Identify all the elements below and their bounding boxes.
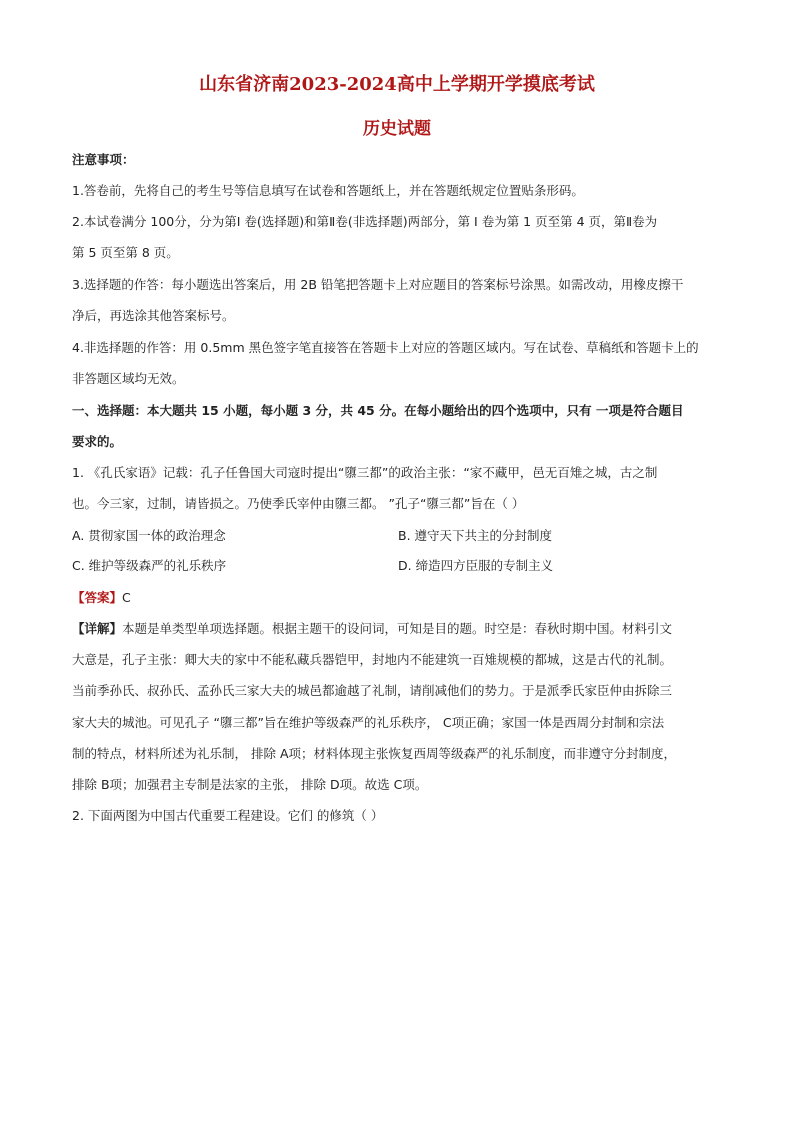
- option-b: B. 遵守天下共主的分封制度: [398, 528, 553, 543]
- option-a: A. 贯彻家国一体的政治理念: [72, 528, 226, 543]
- detail-line: 大意是，孔子主张：卿大夫的家中不能私藏兵器铠甲，封地内不能建筑一百雉规模的都城，这是古代的礼制。: [72, 652, 673, 667]
- section-heading: 一、选择题：本大题共 15 小题，每小题 3 分，共 45 分。在每小题给出的四个选项中，只有 一项是符合题目: [72, 403, 684, 418]
- detail-line: 当前季孙氏、叔孙氏、孟孙氏三家大夫的城邑都逾越了礼制，请削减他们的势力。于是派季氏家臣仲由拆除三: [72, 683, 673, 698]
- answer-line: [72, 588, 131, 608]
- answer-label: 【答案】: [72, 590, 123, 605]
- notice-heading: 注意事项：: [72, 152, 135, 167]
- detail-label: 【详解】: [72, 621, 123, 636]
- notice-line: 2.本试卷满分 100分，分为第Ⅰ 卷(选择题)和第Ⅱ卷(非选择题)两部分，第 Ⅰ 卷为第 1 页至第 4 页，第Ⅱ卷为: [72, 214, 658, 229]
- option-c: C. 维护等级森严的礼乐秩序: [72, 558, 227, 573]
- detail-line: 家大夫的城池。可见孔子 “隳三都”旨在维护等级森严的礼乐秩序， C项正确；家国一体是西周分封制和宗法: [72, 715, 665, 730]
- exam-subtitle: 历史试题: [363, 119, 431, 139]
- exam-title: 山东省济南2023-2024高中上学期开学摸底考试: [199, 74, 595, 95]
- question-1-stem: 也。今三家，过制，请皆损之。乃使季氏宰仲由隳三都。 ”孔子“隳三都”旨在（ ）: [72, 496, 525, 511]
- detail-line: 制的特点，材料所述为礼乐制， 排除 A项；材料体现主张恢复西周等级森严的礼乐制度，而非遵守分封制度，: [72, 746, 676, 761]
- notice-line: 4.非选择题的作答：用 0.5mm 黑色签字笔直接答在答题卡上对应的答题区域内。写在试卷、草稿纸和答题卡上的: [72, 340, 699, 355]
- section-heading: 要求的。: [72, 434, 123, 449]
- notice-line: 第 5 页至第 8 页。: [72, 245, 179, 260]
- detail-line: 排除 B项；加强君主专制是法家的主张， 排除 D项。故选 C项。: [72, 777, 428, 792]
- detail-text: 本题是单类型单项选择题。根据主题干的设问词，可知是目的题。时空是：春秋时期中国。材料引文: [122, 621, 673, 636]
- answer-value: C: [122, 590, 131, 605]
- question-2-stem: 2. 下面两图为中国古代重要工程建设。它们 的修筑（ ）: [72, 808, 384, 823]
- detail-line: [72, 619, 672, 639]
- option-d: D. 缔造四方臣服的专制主义: [398, 558, 554, 573]
- notice-line: 净后，再选涂其他答案标号。: [72, 308, 235, 323]
- notice-line: 1.答卷前，先将自己的考生号等信息填写在试卷和答题纸上，并在答题纸规定位置贴条形码。: [72, 183, 584, 198]
- notice-line: 非答题区域均无效。: [72, 371, 185, 386]
- notice-line: 3.选择题的作答：每小题选出答案后，用 2B 铅笔把答题卡上对应题目的答案标号涂黑。如需改动，用橡皮擦干: [72, 277, 684, 292]
- question-1-stem: 1. 《孔氏家语》记载：孔子任鲁国大司寇时提出“隳三都”的政治主张：“家不藏甲，邑无百雉之城，古之制: [72, 465, 658, 480]
